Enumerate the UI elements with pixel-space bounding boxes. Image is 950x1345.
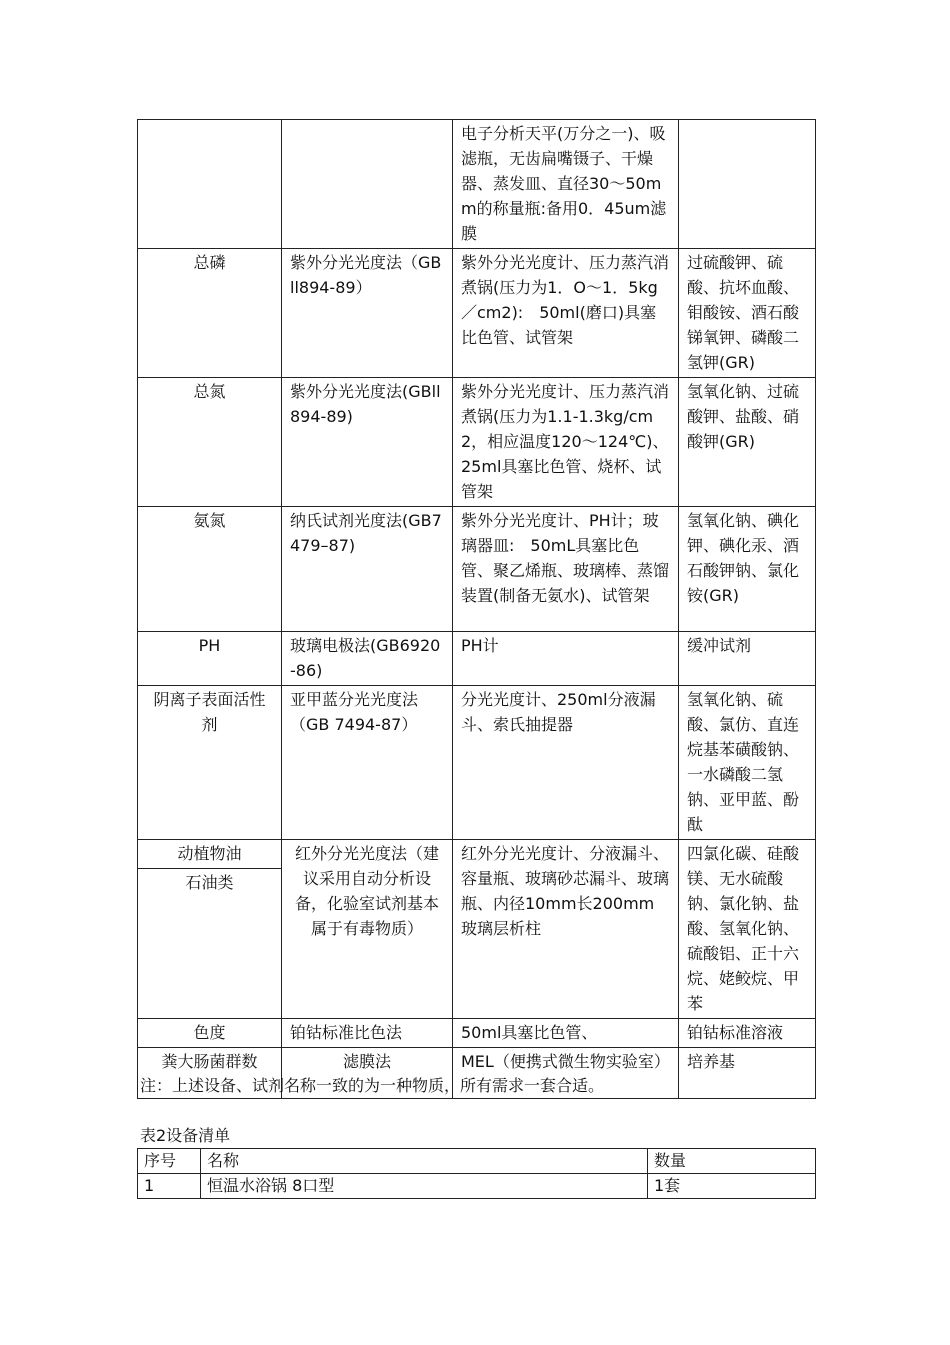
equipment-cell: MEL（便携式微生物实验室） bbox=[453, 1048, 679, 1099]
table-row bbox=[138, 840, 816, 869]
item-cell: 总磷 bbox=[138, 249, 282, 378]
table-row bbox=[138, 686, 816, 840]
item-cell: PH bbox=[138, 632, 282, 686]
reagents-cell: 氢氧化钠、碘化钾、碘化汞、酒石酸钾钠、氯化铵(GR) bbox=[679, 507, 816, 632]
table-cell: 恒温水浴锅 8口型 bbox=[201, 1174, 648, 1199]
table-row bbox=[138, 249, 816, 378]
equipment-cell: 紫外分光光度计、压力蒸汽消煮锅(压力为1.1-1.3kg/cm2，相应温度120～124℃)、25ml具塞比色管、烧杯、试管架 bbox=[453, 378, 679, 507]
table-cell: 1 bbox=[138, 1174, 201, 1199]
table-row bbox=[138, 1174, 816, 1199]
item-cell: 氨氮 bbox=[138, 507, 282, 632]
table-caption: 表2设备清单 bbox=[140, 1126, 231, 1145]
reagents-cell: 缓冲试剂 bbox=[679, 632, 816, 686]
monitoring-methods-table bbox=[137, 119, 816, 1099]
equipment-cell: 电子分析天平(万分之一)、吸滤瓶，无齿扁嘴镊子、干燥器、蒸发皿、直径30～50mm的称量瓶:备用0．45um滤膜 bbox=[453, 120, 679, 249]
table-cell: 1套 bbox=[648, 1174, 816, 1199]
table-row bbox=[138, 507, 816, 632]
method-cell: 紫外分光光度法（GBll894-89） bbox=[282, 249, 453, 378]
table-header-row bbox=[138, 1149, 816, 1174]
reagents-cell bbox=[679, 120, 816, 249]
reagents-cell: 氢氧化钠、过硫酸钾、盐酸、硝酸钾(GR) bbox=[679, 378, 816, 507]
reagents-cell: 培养基 bbox=[679, 1048, 816, 1099]
reagents-cell: 铂钴标准溶液 bbox=[679, 1019, 816, 1048]
equipment-cell: PH计 bbox=[453, 632, 679, 686]
reagents-cell: 氢氧化钠、硫酸、氯仿、直连烷基苯磺酸钠、一水磷酸二氢钠、亚甲蓝、酚酞 bbox=[679, 686, 816, 840]
method-cell: 紫外分光光度法(GBll894-89) bbox=[282, 378, 453, 507]
item-cell: 动植物油 bbox=[138, 840, 282, 869]
item-cell: 粪大肠菌群数 bbox=[138, 1048, 282, 1099]
item-cell bbox=[138, 120, 282, 249]
column-header: 序号 bbox=[138, 1149, 201, 1174]
equipment-list-table bbox=[137, 1148, 816, 1199]
item-cell: 色度 bbox=[138, 1019, 282, 1048]
equipment-cell: 紫外分光光度计、压力蒸汽消煮锅(压力为1．O～1．5kg／cm2): 50ml(磨口)具塞比色管、试管架 bbox=[453, 249, 679, 378]
item-cell: 总氮 bbox=[138, 378, 282, 507]
method-cell: 铂钴标准比色法 bbox=[282, 1019, 453, 1048]
equipment-cell: 50ml具塞比色管、 bbox=[453, 1019, 679, 1048]
table-row bbox=[138, 632, 816, 686]
equipment-cell: 分光光度计、250ml分液漏斗、索氏抽提器 bbox=[453, 686, 679, 840]
method-cell: 滤膜法 bbox=[282, 1048, 453, 1099]
equipment-cell: 紫外分光光度计、PH计；玻璃器皿: 50mL具塞比色管、聚乙烯瓶、玻璃棒、蒸馏装置(制备无氨水)、试管架 bbox=[453, 507, 679, 632]
item-cell: 阴离子表面活性剂 bbox=[138, 686, 282, 840]
column-header: 名称 bbox=[201, 1149, 648, 1174]
equipment-cell: 红外分光光度计、分液漏斗、容量瓶、玻璃砂芯漏斗、玻璃瓶、内径10mm长200mm玻璃层析柱 bbox=[453, 840, 679, 1019]
method-cell: 红外分光光度法（建议采用自动分析设备，化验室试剂基本属于有毒物质） bbox=[282, 840, 453, 1019]
item-cell: 石油类 bbox=[138, 869, 282, 1019]
method-cell: 亚甲蓝分光光度法（GB 7494-87） bbox=[282, 686, 453, 840]
reagents-cell: 过硫酸钾、硫酸、抗坏血酸、钼酸铵、酒石酸锑氧钾、磷酸二氢钾(GR) bbox=[679, 249, 816, 378]
table-row bbox=[138, 1019, 816, 1048]
table-row bbox=[138, 120, 816, 249]
reagents-cell: 四氯化碳、硅酸镁、无水硫酸钠、氯化钠、盐酸、氢氧化钠、硫酸铝、正十六烷、姥鲛烷、甲苯 bbox=[679, 840, 816, 1019]
method-cell: 玻璃电极法(GB6920-86) bbox=[282, 632, 453, 686]
column-header: 数量 bbox=[648, 1149, 816, 1174]
table-row bbox=[138, 378, 816, 507]
method-cell: 纳氏试剂光度法(GB7479–87) bbox=[282, 507, 453, 632]
method-cell bbox=[282, 120, 453, 249]
table-note: 注：上述设备、试剂名称一致的为一种物质，所有需求一套合适。 bbox=[140, 1076, 605, 1095]
